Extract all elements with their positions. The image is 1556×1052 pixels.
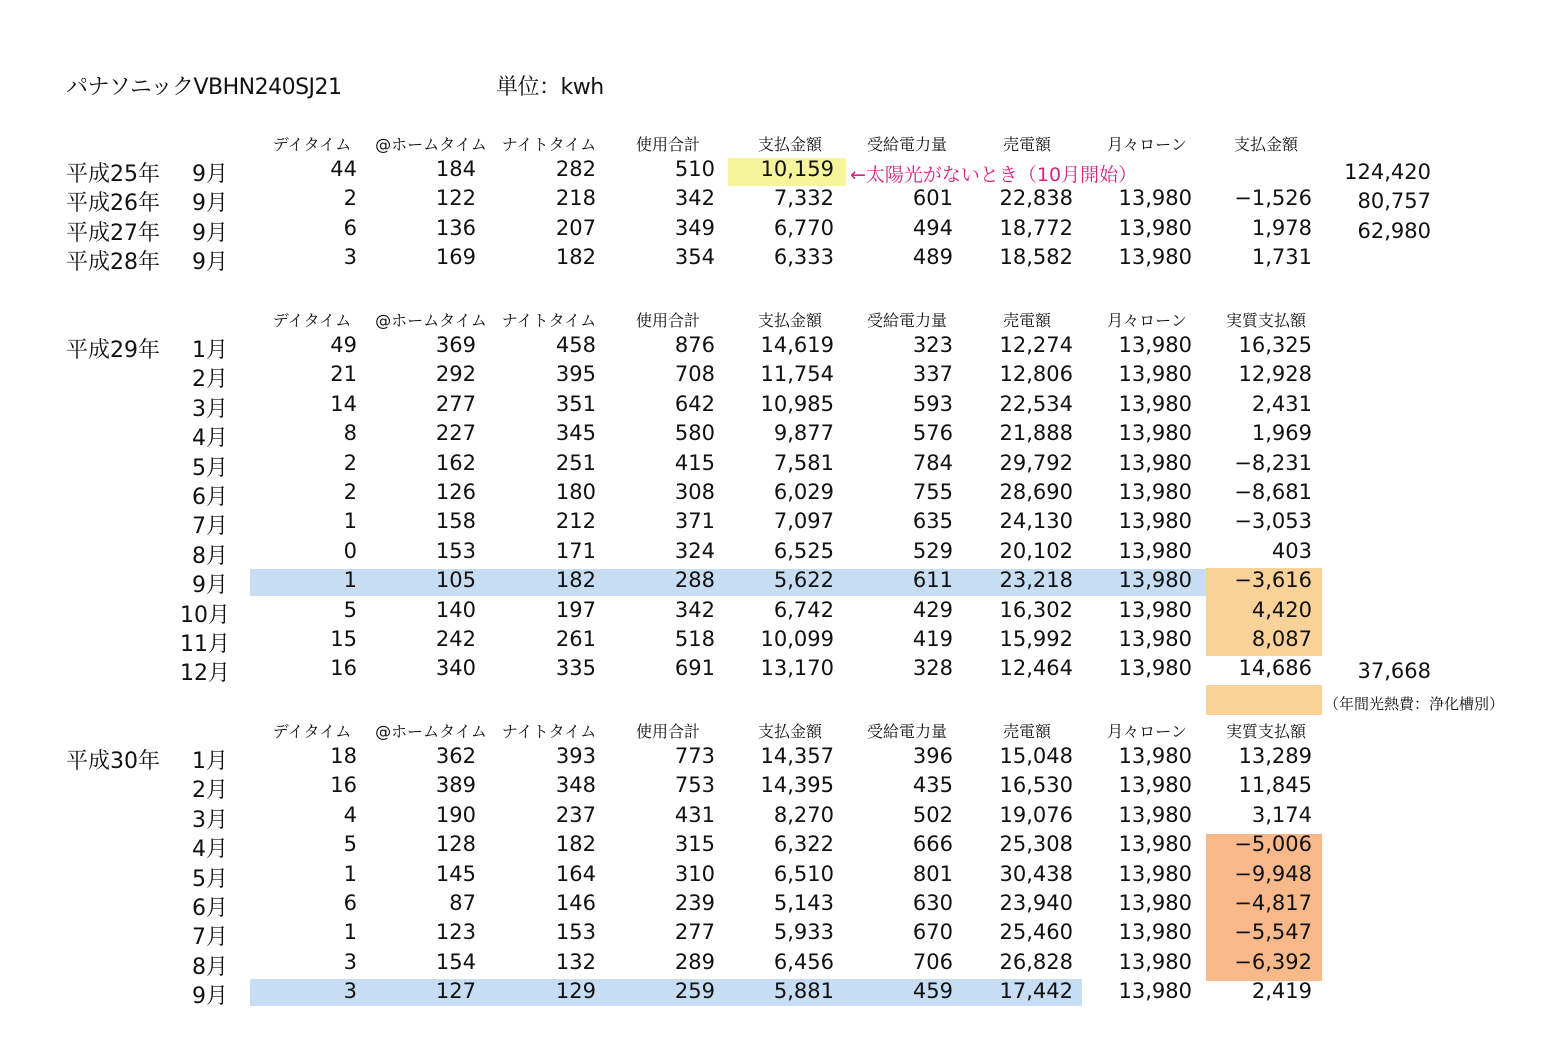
table-cell: −1,526 (1234, 186, 1312, 211)
column-header: 実質支払額 (1225, 722, 1306, 741)
table-cell: 755 (912, 480, 953, 504)
table-cell: 12,464 (999, 656, 1073, 681)
table-cell: 21,888 (999, 421, 1073, 446)
table-cell: 18 (330, 744, 357, 768)
column-header: 使用合計 (635, 311, 700, 330)
table-cell: 154 (435, 949, 476, 974)
table-cell: 184 (435, 157, 476, 181)
column-header: 受給電力量 (866, 722, 947, 741)
table-cell: 13,980 (1118, 861, 1192, 886)
table-cell: 458 (555, 333, 596, 357)
table-cell: 8,087 (1251, 627, 1312, 651)
column-header: 支払金額 (757, 722, 822, 741)
table-cell: 5 (343, 832, 357, 857)
annual-total: 80,757 (1357, 189, 1431, 214)
table-cell: 784 (912, 450, 953, 475)
table-cell: 4,420 (1251, 597, 1312, 622)
table-cell: 13,980 (1118, 215, 1192, 240)
table-cell: 13,980 (1118, 245, 1192, 270)
table-cell: 26,828 (999, 949, 1073, 974)
table-cell: 342 (674, 597, 715, 622)
column-header: 支払金額 (1233, 135, 1298, 154)
month-label: 9月 (192, 573, 228, 599)
table-cell: 4 (343, 802, 357, 827)
table-cell: 369 (435, 333, 476, 357)
column-header: デイタイム (272, 135, 352, 154)
table-cell: 753 (674, 773, 715, 798)
table-cell: 13,980 (1118, 362, 1192, 387)
table-cell: 207 (555, 215, 596, 240)
table-cell: 16,530 (999, 773, 1073, 798)
table-cell: 670 (912, 920, 953, 945)
table-cell: 180 (555, 480, 596, 504)
table-cell: 324 (674, 538, 715, 563)
table-cell: 593 (912, 391, 953, 416)
table-cell: 14,395 (760, 773, 834, 798)
table-cell: 13,980 (1118, 802, 1192, 827)
table-cell: 13,980 (1118, 891, 1192, 915)
table-cell: 12,274 (999, 333, 1073, 357)
table-cell: 308 (674, 480, 715, 504)
table-cell: 123 (435, 920, 476, 945)
table-cell: 345 (555, 421, 596, 446)
table-cell: 3 (343, 979, 357, 1004)
month-label: 9月 (192, 162, 228, 187)
column-header: 月々ローン (1107, 135, 1187, 154)
era-label: 平成26年 (66, 191, 160, 217)
table-cell: 14,619 (760, 333, 834, 357)
month-label: 3月 (192, 396, 228, 422)
table-cell: 395 (555, 362, 596, 387)
table-cell: 6,770 (773, 215, 834, 240)
table-cell: 5 (343, 597, 357, 622)
table-cell: 289 (674, 949, 715, 974)
table-cell: 429 (912, 597, 953, 622)
table-cell: 128 (435, 832, 476, 857)
table-cell: 16,325 (1238, 333, 1312, 357)
table-cell: 10,099 (760, 627, 834, 651)
table-cell: 105 (435, 568, 476, 593)
table-cell: 126 (435, 480, 476, 504)
month-label: 9月 (192, 191, 228, 217)
table-cell: 16 (330, 773, 357, 798)
table-cell: 5,933 (773, 920, 834, 945)
table-cell: 277 (674, 920, 715, 945)
table-cell: 182 (555, 832, 596, 857)
table-cell: 3 (343, 949, 357, 974)
table-cell: 22,534 (999, 391, 1073, 416)
table-cell: −6,392 (1234, 949, 1312, 974)
table-cell: 25,460 (999, 920, 1073, 945)
table-cell: 0 (343, 538, 357, 563)
table-cell: 11,754 (760, 362, 834, 387)
table-cell: 6,333 (773, 245, 834, 270)
table-cell: 315 (674, 832, 715, 857)
table-cell: 15,992 (999, 627, 1073, 651)
annual-cost-note: （年間光熱費：浄化槽別） (1324, 695, 1505, 713)
table-cell: 489 (912, 245, 953, 270)
table-cell: 10,985 (760, 391, 834, 416)
table-cell: 251 (555, 450, 596, 475)
table-cell: 351 (555, 391, 596, 416)
table-cell: 19,076 (999, 802, 1073, 827)
table-cell: 13,980 (1118, 920, 1192, 945)
table-cell: 18,772 (999, 215, 1073, 240)
column-header: 売電額 (1002, 722, 1051, 741)
table-cell: 237 (555, 802, 596, 827)
table-cell: 773 (674, 744, 715, 768)
table-cell: 1 (343, 568, 357, 593)
table-cell: 13,980 (1118, 773, 1192, 798)
table-cell: 17,442 (999, 979, 1073, 1004)
table-cell: 7,097 (773, 509, 834, 534)
table-cell: 212 (555, 509, 596, 534)
table-cell: 708 (674, 362, 715, 387)
month-label: 1月 (192, 338, 228, 363)
column-header: @ホームタイム (375, 722, 487, 741)
table-cell: 239 (674, 891, 715, 915)
table-cell: 5,622 (773, 568, 834, 593)
table-cell: 2 (343, 480, 357, 504)
table-cell: 3 (343, 245, 357, 270)
table-cell: 666 (912, 832, 953, 857)
unit-label: 単位：kwh (496, 75, 604, 100)
table-cell: 3,174 (1251, 802, 1312, 827)
column-header: 月々ローン (1107, 722, 1187, 741)
table-cell: 20,102 (999, 538, 1073, 563)
era-label: 平成28年 (66, 250, 160, 276)
table-cell: 261 (555, 627, 596, 651)
table-cell: −5,006 (1234, 832, 1312, 857)
table-cell: 13,980 (1118, 568, 1192, 593)
table-cell: 21 (330, 362, 357, 387)
table-cell: 2,431 (1251, 391, 1312, 416)
table-cell: 153 (555, 920, 596, 945)
table-cell: 1 (343, 509, 357, 534)
column-header: 受給電力量 (866, 135, 947, 154)
annual-total: 62,980 (1357, 218, 1431, 243)
table-cell: −3,053 (1234, 509, 1312, 534)
table-cell: 691 (674, 656, 715, 681)
table-cell: 396 (912, 744, 953, 768)
table-cell: 13,980 (1118, 627, 1192, 651)
table-cell: 164 (555, 861, 596, 886)
table-cell: −8,681 (1234, 480, 1312, 504)
table-cell: −4,817 (1234, 891, 1312, 915)
table-cell: 706 (912, 949, 953, 974)
table-cell: 12,806 (999, 362, 1073, 387)
table-cell: 6,456 (773, 949, 834, 974)
table-cell: 2 (343, 450, 357, 475)
table-cell: 5,881 (773, 979, 834, 1004)
table-cell: 8 (343, 421, 357, 446)
month-label: 12月 (180, 661, 230, 687)
table-cell: 13,980 (1118, 480, 1192, 504)
table-cell: 6,510 (773, 861, 834, 886)
table-cell: 29,792 (999, 450, 1073, 475)
table-cell: 335 (555, 656, 596, 681)
table-cell: 9,877 (773, 421, 834, 446)
month-label: 9月 (192, 984, 228, 1010)
table-cell: 13,980 (1118, 450, 1192, 475)
table-cell: 18,582 (999, 245, 1073, 270)
table-cell: 140 (435, 597, 476, 622)
table-cell: 127 (435, 979, 476, 1004)
table-cell: 292 (435, 362, 476, 387)
table-cell: 14,357 (760, 744, 834, 768)
table-cell: 576 (912, 421, 953, 446)
era-label: 平成27年 (66, 220, 160, 246)
table-cell: 11,845 (1238, 773, 1312, 798)
table-cell: 13,289 (1238, 744, 1312, 768)
month-label: 7月 (192, 514, 228, 540)
table-cell: 288 (674, 568, 715, 593)
highlight-negative (1206, 685, 1322, 714)
month-label: 5月 (192, 455, 228, 481)
column-header: 売電額 (1002, 311, 1051, 330)
table-cell: 1,731 (1251, 245, 1312, 270)
column-header: @ホームタイム (375, 311, 487, 330)
table-cell: −3,616 (1234, 568, 1312, 593)
table-cell: 218 (555, 186, 596, 211)
table-cell: 15 (330, 627, 357, 651)
table-cell: 171 (555, 538, 596, 563)
month-label: 1月 (192, 749, 228, 774)
table-cell: 24,130 (999, 509, 1073, 534)
column-header: 使用合計 (635, 722, 700, 741)
table-cell: 13,170 (760, 656, 834, 681)
table-cell: 494 (912, 215, 953, 240)
table-cell: 7,332 (773, 186, 834, 211)
table-cell: 145 (435, 861, 476, 886)
table-cell: 22,838 (999, 186, 1073, 211)
table-cell: 1,969 (1251, 421, 1312, 446)
table-cell: 371 (674, 509, 715, 534)
column-header: @ホームタイム (375, 135, 487, 154)
table-cell: 389 (435, 773, 476, 798)
table-cell: 6 (343, 215, 357, 240)
column-header: ナイトタイム (501, 135, 597, 154)
table-cell: 459 (912, 979, 953, 1004)
column-header: 支払金額 (757, 311, 822, 330)
month-label: 5月 (192, 866, 228, 892)
table-cell: 502 (912, 802, 953, 827)
era-label: 平成29年 (66, 338, 160, 363)
table-cell: −5,547 (1234, 920, 1312, 945)
table-cell: 642 (674, 391, 715, 416)
table-cell: 529 (912, 538, 953, 563)
table-cell: 323 (912, 333, 953, 357)
table-cell: 6,029 (773, 480, 834, 504)
column-header: 月々ローン (1107, 311, 1187, 330)
table-cell: 354 (674, 245, 715, 270)
table-cell: 13,980 (1118, 391, 1192, 416)
table-cell: 16,302 (999, 597, 1073, 622)
table-cell: 415 (674, 450, 715, 475)
table-cell: 14,686 (1238, 656, 1312, 681)
table-cell: 136 (435, 215, 476, 240)
table-cell: 310 (674, 861, 715, 886)
table-cell: 23,218 (999, 568, 1073, 593)
table-cell: 259 (674, 979, 715, 1004)
table-cell: 362 (435, 744, 476, 768)
table-cell: 13,980 (1118, 744, 1192, 768)
month-label: 4月 (192, 837, 228, 863)
table-cell: 1 (343, 861, 357, 886)
column-header: 売電額 (1002, 135, 1051, 154)
table-cell: 13,980 (1118, 597, 1192, 622)
table-cell: 277 (435, 391, 476, 416)
table-cell: 13,980 (1118, 333, 1192, 357)
table-cell: 129 (555, 979, 596, 1004)
table-cell: 49 (330, 333, 357, 357)
table-cell: 282 (555, 157, 596, 181)
table-cell: 630 (912, 891, 953, 915)
table-cell: 611 (912, 568, 953, 593)
table-cell: 393 (555, 744, 596, 768)
table-cell: 340 (435, 656, 476, 681)
month-label: 6月 (192, 485, 228, 510)
table-cell: 169 (435, 245, 476, 270)
table-cell: 6,322 (773, 832, 834, 857)
column-header: デイタイム (272, 311, 352, 330)
table-cell: 13,980 (1118, 186, 1192, 211)
table-cell: 13,980 (1118, 949, 1192, 974)
month-label: 3月 (192, 807, 228, 833)
table-cell: 2,419 (1251, 979, 1312, 1004)
table-cell: 349 (674, 215, 715, 240)
table-cell: 518 (674, 627, 715, 651)
table-cell: 431 (674, 802, 715, 827)
month-label: 8月 (192, 543, 228, 569)
table-cell: 13,980 (1118, 509, 1192, 534)
column-header: 使用合計 (635, 135, 700, 154)
annual-total: 37,668 (1357, 659, 1431, 684)
table-cell: 182 (555, 568, 596, 593)
month-label: 2月 (192, 778, 228, 804)
table-cell: −8,231 (1234, 450, 1312, 475)
table-cell: 342 (674, 186, 715, 211)
no-solar-note: ←太陽光がないとき（10月開始） (850, 164, 1138, 186)
table-cell: 162 (435, 450, 476, 475)
table-cell: 122 (435, 186, 476, 211)
document-title: パナソニックVBHN240SJ21 (66, 75, 342, 100)
table-cell: 13,980 (1118, 656, 1192, 681)
table-cell: 23,940 (999, 891, 1073, 915)
table-cell: 419 (912, 627, 953, 651)
table-cell: 1,978 (1251, 215, 1312, 240)
table-cell: 16 (330, 656, 357, 681)
table-cell: 13,980 (1118, 421, 1192, 446)
annual-total: 124,420 (1344, 160, 1431, 184)
era-label: 平成25年 (66, 162, 160, 187)
table-cell: 328 (912, 656, 953, 681)
table-cell: 30,438 (999, 861, 1073, 886)
table-cell: 435 (912, 773, 953, 798)
table-cell: 5,143 (773, 891, 834, 915)
month-label: 2月 (192, 367, 228, 393)
table-cell: 182 (555, 245, 596, 270)
table-cell: 28,690 (999, 480, 1073, 504)
table-cell: 635 (912, 509, 953, 534)
table-cell: 510 (674, 157, 715, 181)
table-cell: 6 (343, 891, 357, 915)
table-cell: 25,308 (999, 832, 1073, 857)
table-cell: 190 (435, 802, 476, 827)
table-cell: 2 (343, 186, 357, 211)
table-cell: 87 (449, 891, 476, 915)
column-header: 受給電力量 (866, 311, 947, 330)
month-label: 8月 (192, 954, 228, 980)
column-header: ナイトタイム (501, 311, 597, 330)
table-cell: 6,525 (773, 538, 834, 563)
table-cell: 337 (912, 362, 953, 387)
table-cell: 13,980 (1118, 979, 1192, 1004)
table-cell: 15,048 (999, 744, 1073, 768)
table-cell: 146 (555, 891, 596, 915)
month-label: 7月 (192, 925, 228, 951)
table-cell: 197 (555, 597, 596, 622)
table-cell: 876 (674, 333, 715, 357)
table-cell: 132 (555, 949, 596, 974)
table-cell: 580 (674, 421, 715, 446)
table-cell: −9,948 (1234, 861, 1312, 886)
table-cell: 403 (1271, 538, 1312, 563)
table-cell: 348 (555, 773, 596, 798)
column-header: 支払金額 (757, 135, 822, 154)
table-cell: 8,270 (773, 802, 834, 827)
month-label: 9月 (192, 250, 228, 276)
month-label: 10月 (180, 602, 230, 628)
table-cell: 227 (435, 421, 476, 446)
table-cell: 801 (912, 861, 953, 886)
column-header: デイタイム (272, 722, 352, 741)
table-cell: 6,742 (773, 597, 834, 622)
table-cell: 242 (435, 627, 476, 651)
table-cell: 12,928 (1238, 362, 1312, 387)
table-cell: 13,980 (1118, 538, 1192, 563)
month-label: 6月 (192, 896, 228, 921)
month-label: 9月 (192, 220, 228, 246)
table-cell: 158 (435, 509, 476, 534)
table-cell: 1 (343, 920, 357, 945)
table-cell: 10,159 (760, 157, 834, 181)
table-cell: 153 (435, 538, 476, 563)
table-cell: 44 (330, 157, 357, 181)
table-cell: 14 (330, 391, 357, 416)
table-cell: 13,980 (1118, 832, 1192, 857)
era-label: 平成30年 (66, 749, 160, 774)
table-cell: 601 (912, 186, 953, 211)
column-header: 実質支払額 (1225, 311, 1306, 330)
month-label: 4月 (192, 426, 228, 452)
column-header: ナイトタイム (501, 722, 597, 741)
table-cell: 7,581 (773, 450, 834, 475)
month-label: 11月 (180, 632, 230, 657)
